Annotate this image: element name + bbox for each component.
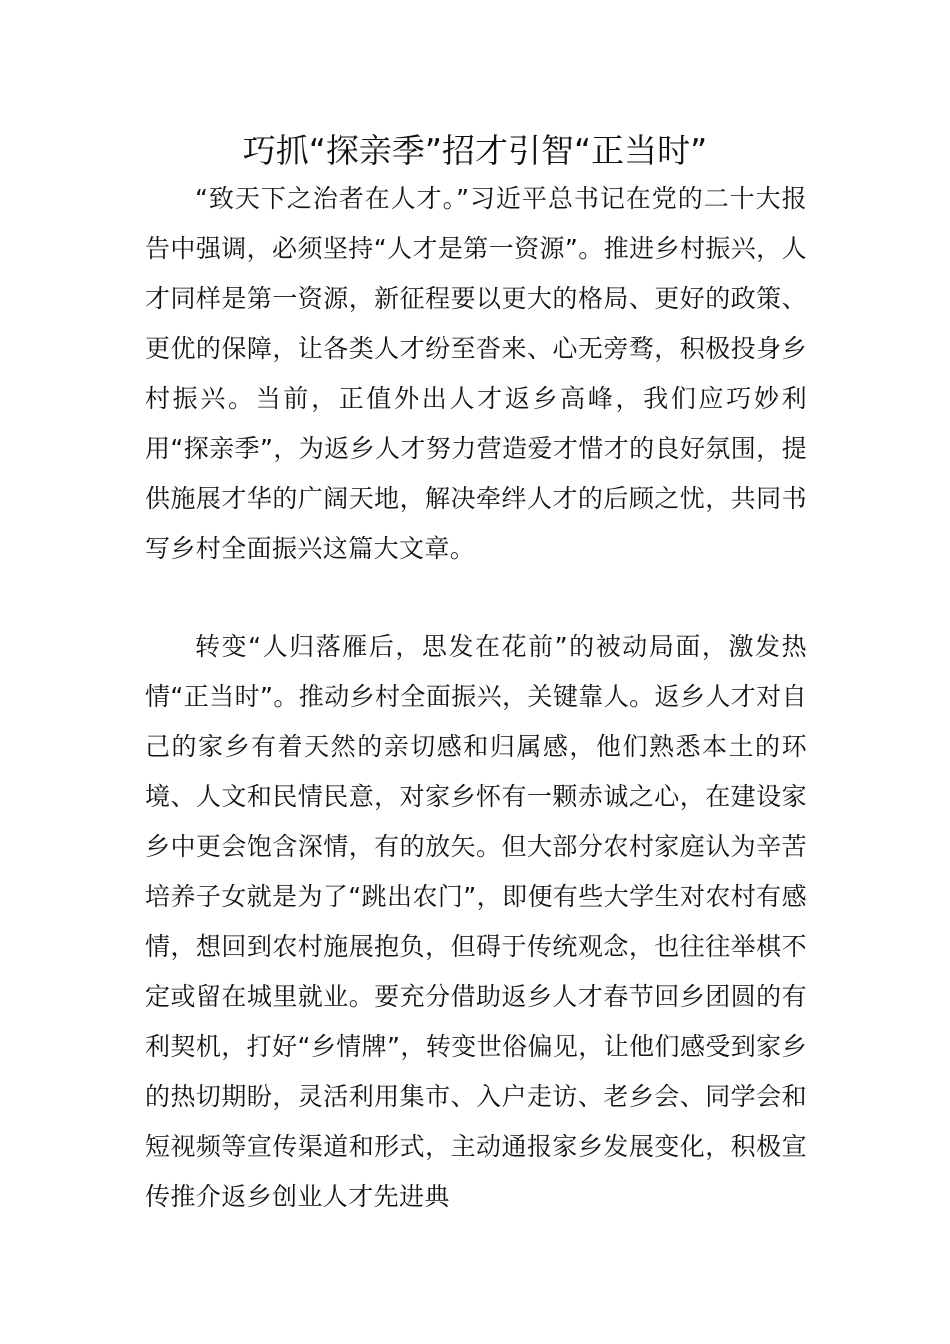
paragraph-intro: “致天下之治者在人才。”习近平总书记在党的二十大报告中强调，必须坚持“人才是第一资源”。推进乡村振兴，人才同样是第一资源，新征程要以更大的格局、更好的政策、更优的保障，让各类人才纷至沓来、心无旁骛，积极投身乡村振兴。当前，正值外出人才返乡高峰，我们应巧妙利用“探亲季”，为返乡人才努力营造爱才惜才的良好氛围，提供施展才华的广阔天地，解决牵绊人才的后顾之忧，共同书写乡村全面振兴这篇大文章。 xyxy=(145,184,807,563)
document-title: 巧抓“探亲季”招才引智“正当时” xyxy=(242,131,708,170)
paragraph-second: 转变“人归落雁后，思发在花前”的被动局面，激发热情“正当时”。推动乡村全面振兴，关键靠人。返乡人才对自己的家乡有着天然的亲切感和归属感，他们熟悉本土的环境、人文和民情民意，对家乡怀有一颗赤诚之心，在建设家乡中更会饱含深情，有的放矢。但大部分农村家庭认为辛苦培养子女就是为了“跳出农门”，即便有些大学生对农村有感情，想回到农村施展抱负，但碍于传统观念，也往往举棋不定或留在城里就业。要充分借助返乡人才春节回乡团圆的有利契机，打好“乡情牌”，转变世俗偏见，让他们感受到家乡的热切期盼，灵活利用集市、入户走访、老乡会、同学会和短视频等宣传渠道和形式，主动通报家乡发展变化，积极宣传推介返乡创业人才先进典 xyxy=(145,632,807,1211)
